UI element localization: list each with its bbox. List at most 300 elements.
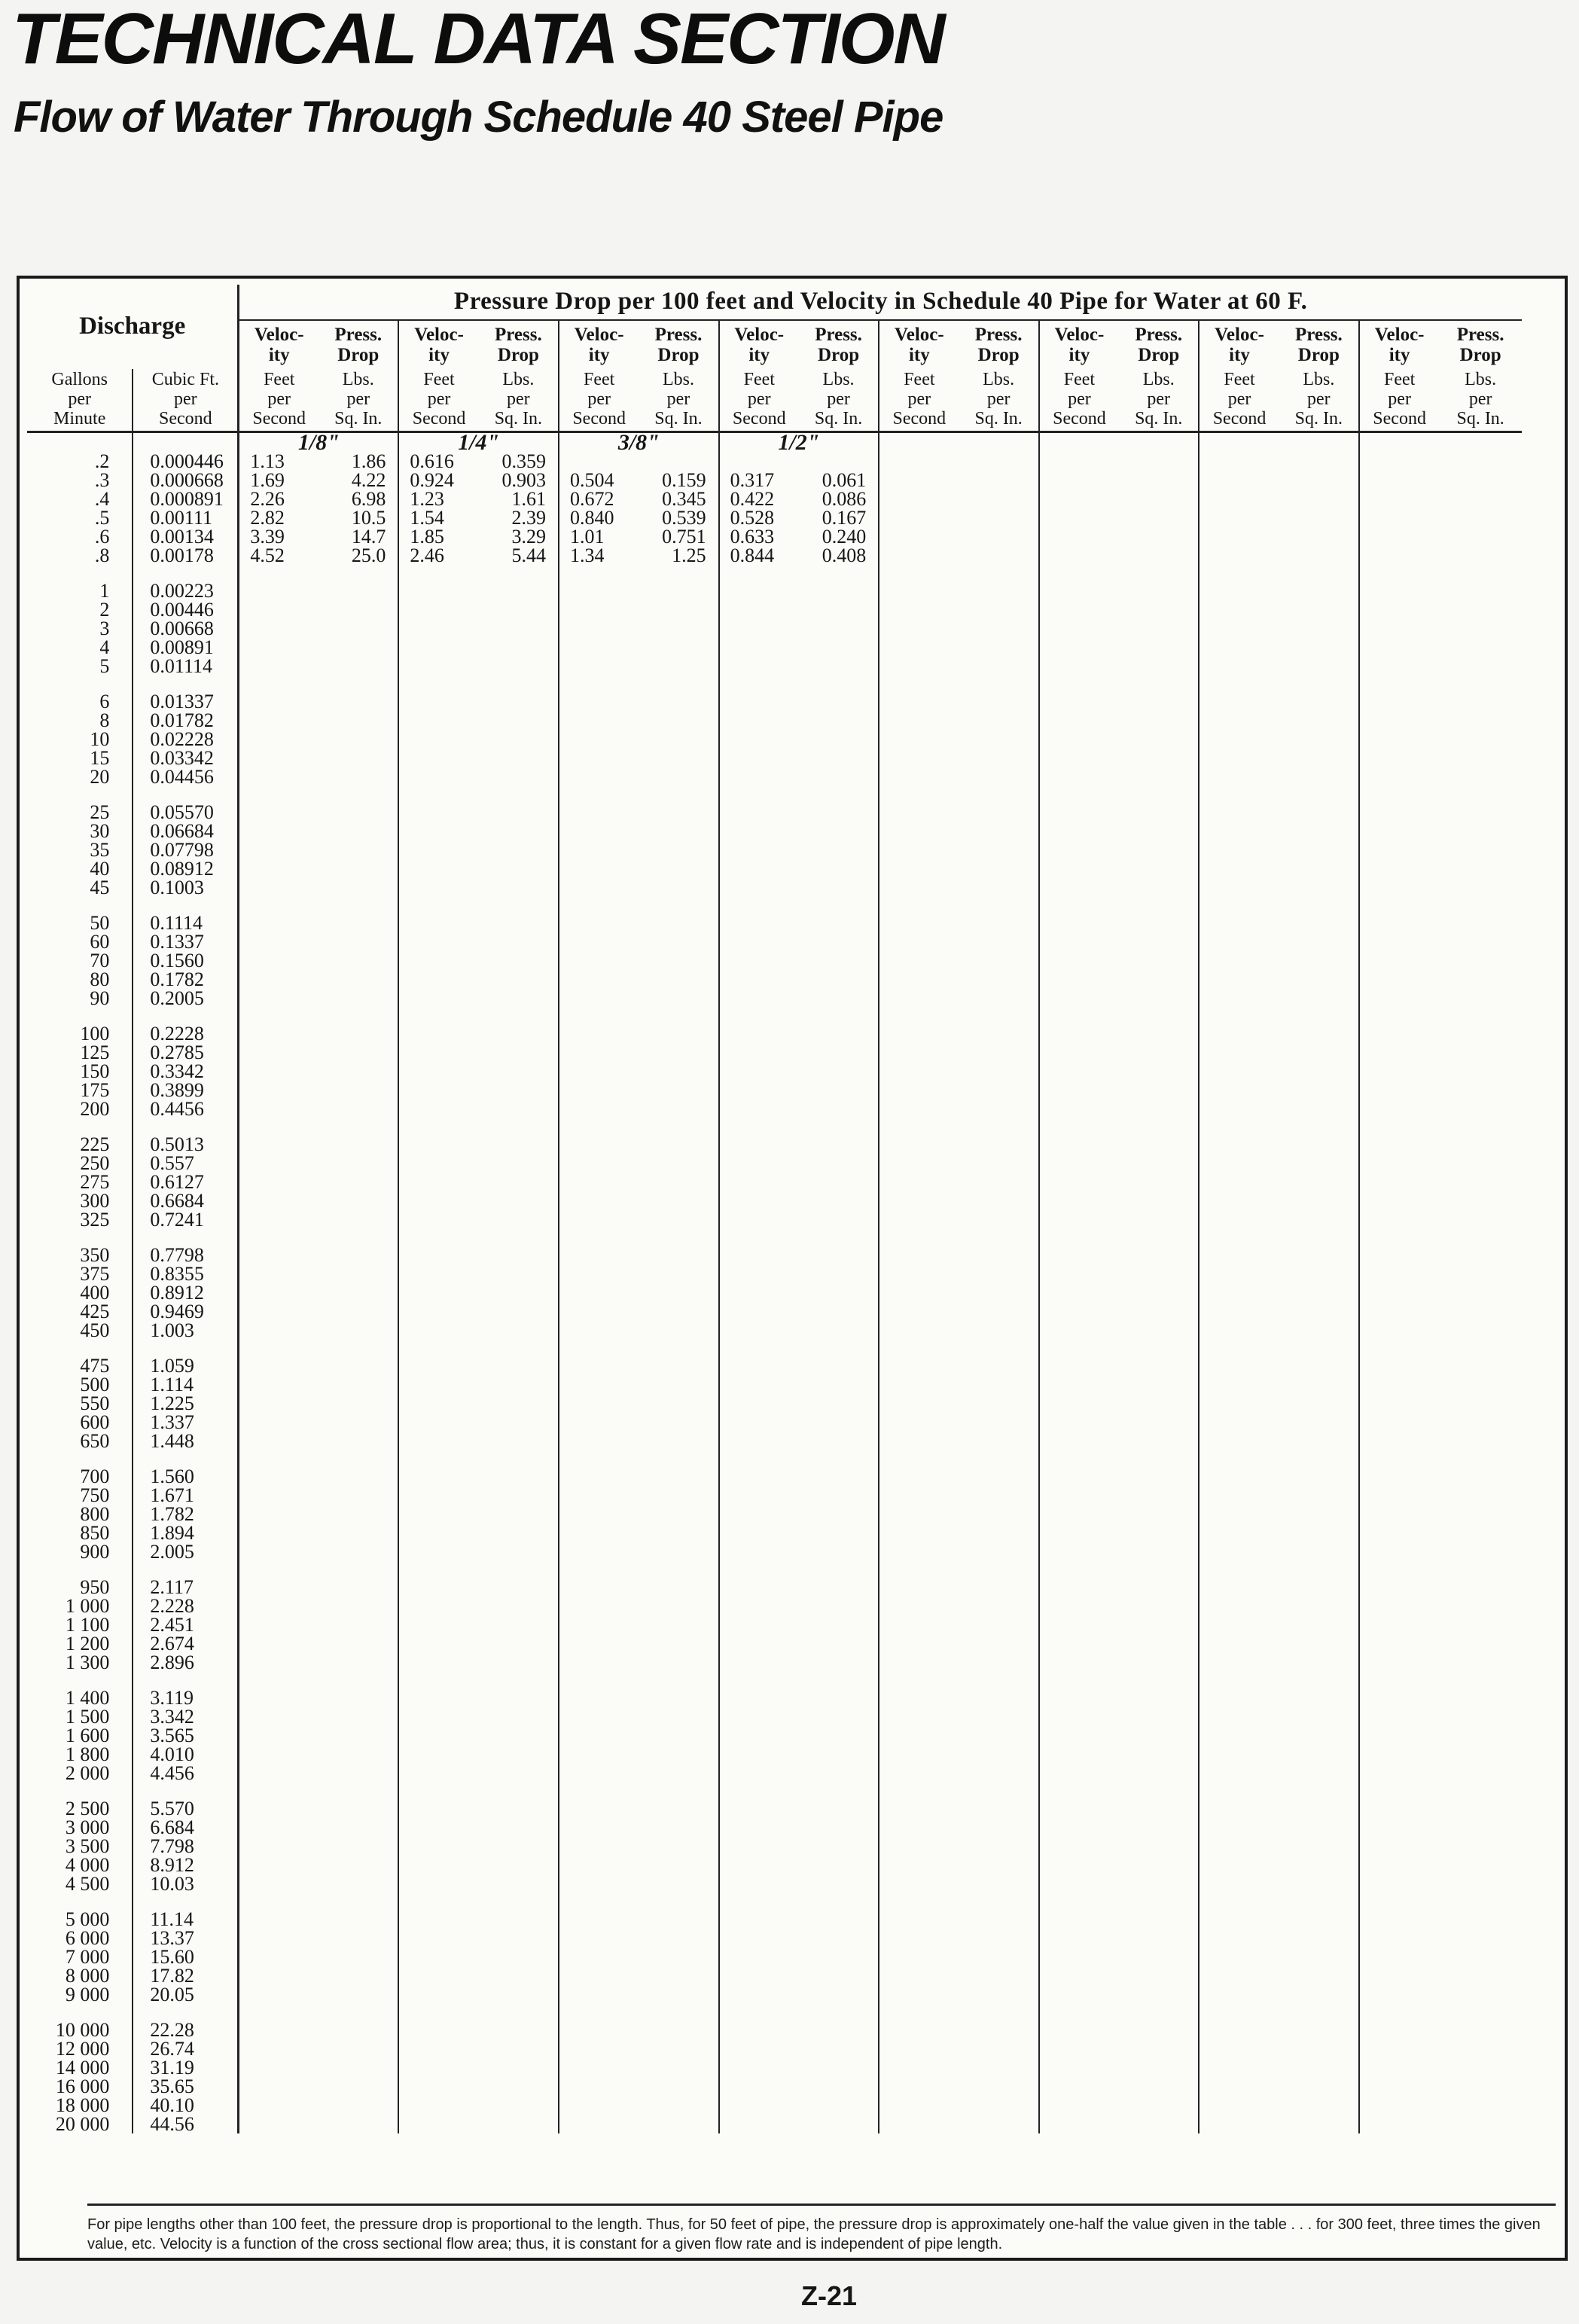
velocity-cell xyxy=(239,1929,319,1947)
pressure-drop-cell xyxy=(479,1173,559,1191)
pressure-drop-cell xyxy=(1279,711,1359,730)
velocity-cell xyxy=(559,1173,639,1191)
pressure-drop-cell xyxy=(1119,2021,1199,2039)
pressure-drop-cell xyxy=(479,619,559,638)
velocity-cell xyxy=(559,1799,639,1818)
pressure-drop-cell xyxy=(1279,2115,1359,2133)
pressure-drop-cell xyxy=(639,1173,718,1191)
pressure-drop-cell xyxy=(639,1615,718,1634)
vel-unit-2: per xyxy=(907,389,931,410)
pressure-drop-cell xyxy=(959,1394,1039,1413)
cubic-feet-per-second-cell: 0.00134 xyxy=(133,527,238,546)
velocity-cell xyxy=(239,2058,319,2077)
velocity-cell xyxy=(1359,581,1439,600)
pressure-drop-cell xyxy=(479,1837,559,1856)
velocity-cell xyxy=(879,840,959,859)
pressure-drop-cell xyxy=(799,767,879,786)
cubic-feet-per-second-cell: 0.1337 xyxy=(133,932,238,951)
table-row xyxy=(27,1081,1522,1099)
pressure-drop-cell xyxy=(799,822,879,840)
prs-unit-3: Sq. In. xyxy=(1135,408,1183,429)
velocity-cell xyxy=(879,1043,959,1062)
velocity-cell xyxy=(1359,913,1439,932)
vel-unit-2: per xyxy=(587,389,611,410)
pressure-drop-cell xyxy=(319,1246,398,1264)
pressure-drop-cell xyxy=(639,619,718,638)
pressure-drop-cell xyxy=(639,2115,718,2133)
pressure-drop-cell: 0.539 xyxy=(662,507,706,529)
velocity-cell xyxy=(1199,1985,1279,2004)
pressure-drop-cell xyxy=(639,711,718,730)
pressure-drop-cell xyxy=(639,1947,718,1966)
velocity-cell xyxy=(719,1062,799,1081)
pressure-drop-cell xyxy=(799,803,879,822)
cubic-feet-per-second-cell: 0.3899 xyxy=(133,1081,238,1099)
cfs-unit-line-2: per xyxy=(174,389,197,410)
gallons-per-minute-cell: 9 000 xyxy=(27,1985,133,2004)
velocity-cell xyxy=(879,730,959,749)
velocity-cell xyxy=(559,1966,639,1985)
velocity-cell xyxy=(398,692,478,711)
velocity-cell xyxy=(719,1081,799,1099)
velocity-cell xyxy=(1359,1210,1439,1229)
velocity-cell xyxy=(879,1210,959,1229)
pressure-drop-cell xyxy=(959,1985,1039,2004)
velocity-label-2: ity xyxy=(428,345,450,365)
velocity-cell xyxy=(398,1099,478,1118)
prs-unit-1: Lbs. xyxy=(502,370,535,390)
velocity-label-1: Veloc- xyxy=(894,325,944,345)
pressure-drop-cell xyxy=(1439,1413,1522,1432)
velocity-cell xyxy=(398,1615,478,1634)
velocity-cell xyxy=(559,1321,639,1340)
pressure-drop-header xyxy=(1439,320,1522,369)
lbs-per-sq-in-header xyxy=(479,369,559,432)
cubic-feet-per-second-cell: 3.119 xyxy=(133,1688,238,1707)
pressure-drop-cell xyxy=(1439,767,1522,786)
table-row xyxy=(27,1413,1522,1432)
velocity-cell xyxy=(1039,951,1119,970)
velocity-header xyxy=(559,320,639,369)
pressure-drop-cell xyxy=(479,1467,559,1486)
velocity-cell xyxy=(1199,1634,1279,1653)
pressure-drop-cell xyxy=(1119,2077,1199,2096)
pressure-drop-cell: 5.44 xyxy=(511,544,547,566)
pressure-drop-cell: 0.345 xyxy=(662,488,706,510)
velocity-cell xyxy=(239,1653,319,1672)
gallons-per-minute-cell: 475 xyxy=(27,1356,133,1375)
gallons-per-minute-cell: 10 xyxy=(27,730,133,749)
velocity-cell xyxy=(559,1486,639,1505)
cubic-feet-per-second-cell: 0.4456 xyxy=(133,1099,238,1118)
velocity-cell xyxy=(239,878,319,897)
group-spacer xyxy=(27,1340,1522,1356)
gallons-per-minute-cell: 375 xyxy=(27,1264,133,1283)
pressure-drop-cell xyxy=(1119,600,1199,619)
velocity-cell xyxy=(239,1505,319,1523)
pressure-drop-cell xyxy=(639,1985,718,2004)
pressure-drop-cell xyxy=(479,749,559,767)
velocity-cell xyxy=(559,1634,639,1653)
pressure-drop-cell xyxy=(959,1375,1039,1394)
table-row xyxy=(27,452,1522,471)
velocity-cell xyxy=(1359,2058,1439,2077)
velocity-cell xyxy=(239,1910,319,1929)
pressure-label-1: Press. xyxy=(1294,325,1343,345)
velocity-cell xyxy=(719,1929,799,1947)
velocity-cell xyxy=(879,1799,959,1818)
pressure-drop-cell xyxy=(799,1542,879,1561)
vel-unit-1: Feet xyxy=(264,370,295,390)
velocity-cell xyxy=(1039,619,1119,638)
velocity-cell xyxy=(1199,1321,1279,1340)
velocity-cell xyxy=(719,1154,799,1173)
velocity-cell xyxy=(239,1283,319,1302)
cubic-feet-per-second-cell: 0.00891 xyxy=(133,638,238,657)
gallons-per-minute-cell: 150 xyxy=(27,1062,133,1081)
pressure-drop-cell xyxy=(959,2021,1039,2039)
pressure-drop-cell xyxy=(1119,749,1199,767)
velocity-cell xyxy=(1359,1432,1439,1450)
pressure-drop-cell xyxy=(479,1726,559,1745)
gallons-per-minute-cell: .5 xyxy=(27,508,133,527)
pressure-drop-cell xyxy=(959,1062,1039,1081)
pressure-drop-cell xyxy=(1279,859,1359,878)
velocity-cell xyxy=(398,1024,478,1043)
cubic-feet-per-second-cell: 0.08912 xyxy=(133,859,238,878)
velocity-cell xyxy=(879,1910,959,1929)
pressure-drop-cell xyxy=(479,1523,559,1542)
pressure-label-2: Drop xyxy=(977,345,1020,365)
pressure-drop-cell xyxy=(479,1929,559,1947)
velocity-cell xyxy=(398,600,478,619)
cubic-feet-per-second-cell: 2.117 xyxy=(133,1578,238,1597)
velocity-cell xyxy=(1039,932,1119,951)
velocity-cell xyxy=(559,711,639,730)
velocity-cell xyxy=(879,600,959,619)
pipe-size-label xyxy=(1199,432,1359,453)
pressure-drop-cell xyxy=(1119,657,1199,676)
velocity-cell xyxy=(398,1467,478,1486)
pressure-drop-cell xyxy=(1279,1302,1359,1321)
table-row xyxy=(27,1135,1522,1154)
pressure-drop-cell xyxy=(959,1467,1039,1486)
table-row xyxy=(27,1818,1522,1837)
pressure-drop-cell xyxy=(959,490,1039,508)
cubic-feet-per-second-cell: 5.570 xyxy=(133,1799,238,1818)
gallons-per-minute-cell: 20 xyxy=(27,767,133,786)
velocity-cell xyxy=(1199,749,1279,767)
velocity-cell xyxy=(239,1597,319,1615)
velocity-cell xyxy=(719,1726,799,1745)
velocity-cell xyxy=(239,1432,319,1450)
pressure-drop-cell xyxy=(1279,1653,1359,1672)
velocity-cell xyxy=(559,1024,639,1043)
pressure-drop-cell xyxy=(1439,1929,1522,1947)
pressure-drop-cell xyxy=(1439,1375,1522,1394)
pressure-drop-cell xyxy=(799,1688,879,1707)
pressure-drop-cell xyxy=(1279,508,1359,527)
velocity-cell xyxy=(398,749,478,767)
pressure-drop-cell xyxy=(319,1505,398,1523)
table-row xyxy=(27,1523,1522,1542)
pressure-drop-cell xyxy=(1119,1726,1199,1745)
pressure-drop-cell xyxy=(1279,1081,1359,1099)
pressure-drop-cell xyxy=(1439,1467,1522,1486)
pressure-drop-cell xyxy=(639,932,718,951)
cfs-unit-line-3: Second xyxy=(159,408,212,429)
pressure-drop-cell xyxy=(319,581,398,600)
pressure-drop-cell xyxy=(1279,1154,1359,1173)
velocity-cell xyxy=(719,1542,799,1561)
velocity-cell xyxy=(398,1062,478,1081)
pressure-drop-cell xyxy=(1279,1947,1359,1966)
velocity-cell xyxy=(1199,1653,1279,1672)
discharge-header: Discharge xyxy=(27,285,239,369)
velocity-cell xyxy=(879,1413,959,1432)
velocity-cell xyxy=(879,1467,959,1486)
pressure-drop-cell xyxy=(799,692,879,711)
vel-unit-3: Second xyxy=(1212,408,1267,429)
pressure-drop-cell xyxy=(319,1707,398,1726)
velocity-cell xyxy=(398,1081,478,1099)
feet-per-second-header xyxy=(559,369,639,432)
velocity-cell xyxy=(719,1486,799,1505)
pressure-drop-cell xyxy=(1279,1634,1359,1653)
velocity-cell xyxy=(1039,711,1119,730)
velocity-cell xyxy=(1039,803,1119,822)
pressure-drop-cell xyxy=(1279,527,1359,546)
velocity-cell xyxy=(1199,1099,1279,1118)
velocity-cell xyxy=(559,1375,639,1394)
velocity-cell xyxy=(1199,932,1279,951)
pipe-size-label: 3/8" xyxy=(559,432,719,453)
velocity-cell xyxy=(879,859,959,878)
velocity-cell xyxy=(1199,1523,1279,1542)
pressure-drop-cell xyxy=(639,2021,718,2039)
velocity-cell xyxy=(1199,1394,1279,1413)
pressure-drop-cell xyxy=(319,1099,398,1118)
pressure-drop-cell xyxy=(319,619,398,638)
pressure-drop-cell xyxy=(479,1356,559,1375)
velocity-cell xyxy=(239,1634,319,1653)
pressure-drop-cell xyxy=(639,1394,718,1413)
pressure-drop-cell xyxy=(319,1688,398,1707)
pressure-drop-cell xyxy=(959,692,1039,711)
velocity-cell xyxy=(398,2058,478,2077)
vel-unit-1: Feet xyxy=(904,370,935,390)
pressure-drop-cell xyxy=(959,1634,1039,1653)
pressure-drop-cell xyxy=(1279,2096,1359,2115)
velocity-cell xyxy=(1199,1947,1279,1966)
pressure-drop-cell xyxy=(479,1578,559,1597)
velocity-cell: 0.633 xyxy=(719,527,799,546)
pressure-drop-cell xyxy=(1279,657,1359,676)
prs-unit-2: per xyxy=(1307,389,1331,410)
pressure-drop-cell xyxy=(1119,767,1199,786)
velocity-cell xyxy=(1359,508,1439,527)
pressure-drop-cell xyxy=(1439,1210,1522,1229)
pressure-drop-cell xyxy=(1279,2058,1359,2077)
pressure-drop-cell xyxy=(639,1264,718,1283)
cubic-feet-per-second-cell: 2.005 xyxy=(133,1542,238,1561)
pressure-drop-cell xyxy=(799,1726,879,1745)
velocity-cell xyxy=(719,1024,799,1043)
pressure-drop-cell xyxy=(1119,711,1199,730)
velocity-cell xyxy=(559,1505,639,1523)
pressure-drop-cell xyxy=(479,1966,559,1985)
velocity-cell xyxy=(1199,1542,1279,1561)
pressure-drop-cell xyxy=(639,1818,718,1837)
table-row xyxy=(27,1505,1522,1523)
velocity-cell xyxy=(559,1597,639,1615)
pressure-drop-cell xyxy=(1119,1081,1199,1099)
pressure-drop-cell xyxy=(959,730,1039,749)
vel-unit-1: Feet xyxy=(584,370,615,390)
velocity-cell xyxy=(239,749,319,767)
pressure-drop-cell xyxy=(639,1929,718,1947)
velocity-cell xyxy=(239,711,319,730)
velocity-cell xyxy=(879,1191,959,1210)
pressure-drop-cell xyxy=(1279,1874,1359,1893)
gallons-per-minute-cell: 5 xyxy=(27,657,133,676)
pressure-drop-cell xyxy=(1119,1929,1199,1947)
velocity-label-1: Veloc- xyxy=(254,325,304,345)
velocity-cell xyxy=(879,1597,959,1615)
pressure-drop-cell xyxy=(799,840,879,859)
pressure-drop-cell xyxy=(1119,913,1199,932)
pressure-drop-cell xyxy=(1279,1246,1359,1264)
cubic-feet-per-second-cell: 0.05570 xyxy=(133,803,238,822)
vel-unit-2: per xyxy=(1227,389,1251,410)
pressure-drop-cell xyxy=(1279,1413,1359,1432)
velocity-cell xyxy=(1199,1966,1279,1985)
pressure-drop-cell: 10.5 xyxy=(351,507,386,529)
velocity-cell xyxy=(1359,803,1439,822)
pressure-drop-cell xyxy=(479,1542,559,1561)
pressure-drop-cell xyxy=(959,822,1039,840)
pressure-drop-cell xyxy=(1119,581,1199,600)
group-spacer xyxy=(27,565,1522,581)
velocity-cell xyxy=(719,1578,799,1597)
velocity-cell xyxy=(398,1947,478,1966)
velocity-cell xyxy=(1199,1764,1279,1783)
pressure-drop-cell xyxy=(959,1321,1039,1340)
velocity-cell xyxy=(1359,822,1439,840)
velocity-cell xyxy=(1199,1745,1279,1764)
velocity-cell xyxy=(1199,1432,1279,1450)
velocity-cell xyxy=(719,970,799,989)
pressure-drop-cell xyxy=(959,1246,1039,1264)
table-row xyxy=(27,878,1522,897)
gallons-per-minute-cell: 650 xyxy=(27,1432,133,1450)
pressure-drop-cell xyxy=(1279,471,1359,490)
pressure-drop-cell: 14.7 xyxy=(351,526,386,547)
velocity-cell xyxy=(239,2021,319,2039)
pressure-drop-cell xyxy=(799,1578,879,1597)
velocity-cell xyxy=(879,638,959,657)
cubic-feet-per-second-cell: 0.1782 xyxy=(133,970,238,989)
pressure-drop-cell xyxy=(639,1321,718,1340)
velocity-cell xyxy=(719,2115,799,2133)
pressure-drop-cell xyxy=(1279,1062,1359,1081)
velocity-cell xyxy=(398,1874,478,1893)
velocity-cell xyxy=(1039,1135,1119,1154)
velocity-cell xyxy=(239,1394,319,1413)
pressure-drop-cell xyxy=(1279,1799,1359,1818)
pressure-drop-cell xyxy=(1119,1707,1199,1726)
gallons-per-minute-cell: 1 500 xyxy=(27,1707,133,1726)
pressure-drop-cell xyxy=(799,1523,879,1542)
pressure-drop-cell xyxy=(1439,803,1522,822)
gallons-per-minute-cell: 6 000 xyxy=(27,1929,133,1947)
velocity-cell xyxy=(1039,2077,1119,2096)
velocity-cell xyxy=(239,730,319,749)
pressure-drop-cell xyxy=(639,1837,718,1856)
velocity-cell xyxy=(1359,1081,1439,1099)
pressure-drop-cell xyxy=(799,1099,879,1118)
table-row xyxy=(27,1764,1522,1783)
gallons-per-minute-cell: 325 xyxy=(27,1210,133,1229)
cubic-feet-per-second-cell: 0.02228 xyxy=(133,730,238,749)
velocity-cell xyxy=(239,1099,319,1118)
velocity-cell xyxy=(1359,1302,1439,1321)
velocity-cell xyxy=(398,1356,478,1375)
gallons-per-minute-cell: 8 000 xyxy=(27,1966,133,1985)
velocity-cell xyxy=(1039,1505,1119,1523)
pressure-drop-cell xyxy=(959,1024,1039,1043)
velocity-cell xyxy=(239,822,319,840)
pressure-drop-cell xyxy=(319,1818,398,1837)
pressure-drop-cell xyxy=(799,1486,879,1505)
pressure-drop-cell xyxy=(1439,711,1522,730)
pressure-drop-cell xyxy=(959,711,1039,730)
velocity-cell xyxy=(1039,878,1119,897)
pressure-drop-cell xyxy=(639,638,718,657)
table-row xyxy=(27,730,1522,749)
pressure-drop-cell xyxy=(479,951,559,970)
velocity-cell xyxy=(1199,1615,1279,1634)
velocity-cell xyxy=(1039,1191,1119,1210)
pressure-drop-cell xyxy=(959,1874,1039,1893)
pressure-drop-cell xyxy=(1439,1985,1522,2004)
velocity-cell xyxy=(1359,1688,1439,1707)
pressure-drop-cell xyxy=(319,1432,398,1450)
pressure-drop-cell xyxy=(479,1874,559,1893)
table-row xyxy=(27,638,1522,657)
pressure-drop-cell xyxy=(1119,490,1199,508)
pressure-drop-cell xyxy=(1279,767,1359,786)
velocity-cell xyxy=(879,2077,959,2096)
gallons-per-minute-cell: 225 xyxy=(27,1135,133,1154)
cubic-feet-per-second-cell: 0.1003 xyxy=(133,878,238,897)
lbs-per-sq-in-header xyxy=(799,369,879,432)
velocity-cell xyxy=(398,1302,478,1321)
velocity-cell xyxy=(879,1154,959,1173)
pressure-drop-cell xyxy=(1439,2077,1522,2096)
velocity-cell xyxy=(398,970,478,989)
velocity-cell xyxy=(1199,1818,1279,1837)
velocity-cell xyxy=(239,1467,319,1486)
velocity-cell xyxy=(1359,1929,1439,1947)
pressure-drop-cell xyxy=(1279,989,1359,1008)
velocity-cell: 0.504 xyxy=(559,471,639,490)
pressure-label-2: Drop xyxy=(1459,345,1501,365)
table-row xyxy=(27,1985,1522,2004)
velocity-cell xyxy=(1199,1154,1279,1173)
pressure-drop-cell xyxy=(799,2021,879,2039)
velocity-cell xyxy=(879,692,959,711)
